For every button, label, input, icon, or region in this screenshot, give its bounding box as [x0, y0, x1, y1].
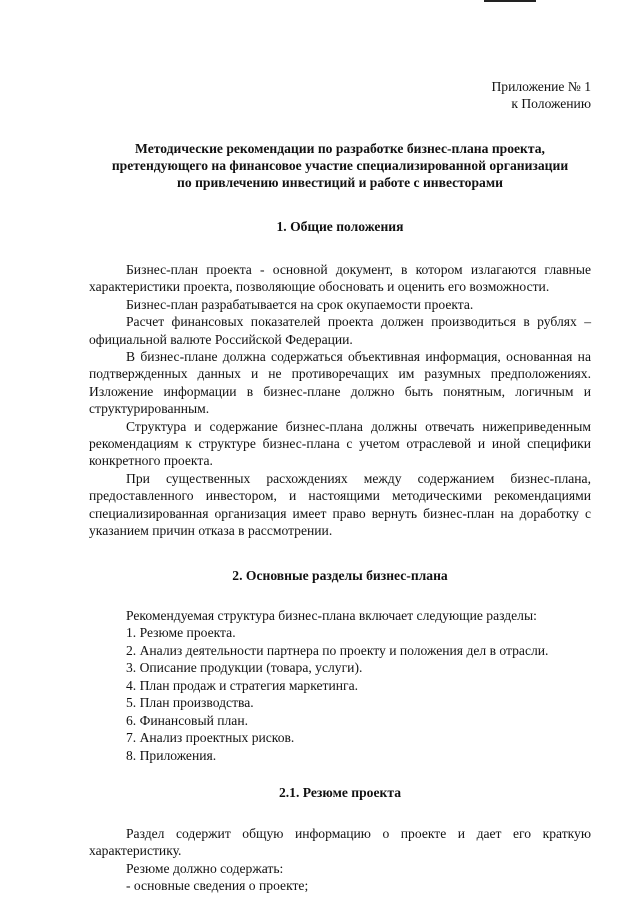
list-item: 5. План производства.	[126, 695, 254, 710]
list-item: 1. Резюме проекта.	[126, 625, 236, 640]
paragraph: Бизнес-план проекта - основной документ, в котором излагаются главные характеристики проекта, позволяющие обосновать и оценить его возможности.	[89, 262, 591, 295]
section-1-heading: 1. Общие положения	[276, 219, 404, 234]
section-2-1-body	[89, 825, 591, 895]
annex-line-1: Приложение № 1	[491, 79, 591, 94]
paragraph: Расчет финансовых показателей проекта должен производиться в рублях – официальной валюте Российской Федерации.	[89, 314, 591, 347]
paragraph: - основные сведения о проекте;	[126, 878, 309, 894]
list-item: 2. Анализ деятельности партнера по проекту и положения дел в отрасли.	[126, 642, 549, 658]
paragraph: Структура и содержание бизнес-плана должны отвечать нижеприведенным рекомендациям к структуре бизнес-плана с учетом отраслевой и иной специфики конкретного проекта.	[89, 418, 591, 469]
title-line-3: по привлечению инвестиций и работе с инвесторами	[177, 175, 503, 190]
section-2-body	[89, 607, 591, 765]
list-item: 7. Анализ проектных рисков.	[126, 730, 295, 745]
header-rule	[484, 0, 536, 2]
section-2-intro: Рекомендуемая структура бизнес-плана включает следующие разделы:	[126, 607, 537, 623]
document-page	[89, 78, 591, 895]
paragraph: Бизнес-план разрабатывается на срок окупаемости проекта.	[126, 296, 474, 312]
paragraph: Резюме должно содержать:	[126, 860, 284, 876]
document-title	[89, 140, 591, 191]
section-2-heading: 2. Основные разделы бизнес-плана	[232, 567, 448, 583]
annex-reference	[89, 78, 591, 112]
section-1-body	[89, 261, 591, 540]
list-item: 4. План продаж и стратегия маркетинга.	[126, 677, 359, 693]
paragraph: При существенных расхождениях между содержанием бизнес-плана, предоставленного инвестором, и настоящими методическими рекомендациями специализированная организация имеет право вернуть бизнес-план на доработку с указанием причин отказа в рассмотрении.	[89, 470, 591, 539]
title-line-2: претендующего на финансовое участие специализированной организации	[111, 158, 569, 173]
paragraph: В бизнес-плане должна содержаться объективная информация, основанная на подтвержденных данных и не противоречащих им разумных предположениях. Изложение информации в бизнес-плане должно быть понятным, логичным и структурированным.	[89, 349, 591, 417]
title-line-1: Методические рекомендации по разработке бизнес-плана проекта,	[135, 141, 545, 156]
list-item: 3. Описание продукции (товара, услуги).	[126, 660, 363, 675]
annex-line-2: к Положению	[511, 96, 591, 111]
sections-list	[89, 624, 591, 764]
list-item: 6. Финансовый план.	[126, 712, 249, 728]
list-item: 8. Приложения.	[126, 747, 217, 763]
paragraph: Раздел содержит общую информацию о проекте и дает его краткую характеристику.	[89, 826, 591, 859]
section-2-1-heading: 2.1. Резюме проекта	[278, 785, 401, 800]
